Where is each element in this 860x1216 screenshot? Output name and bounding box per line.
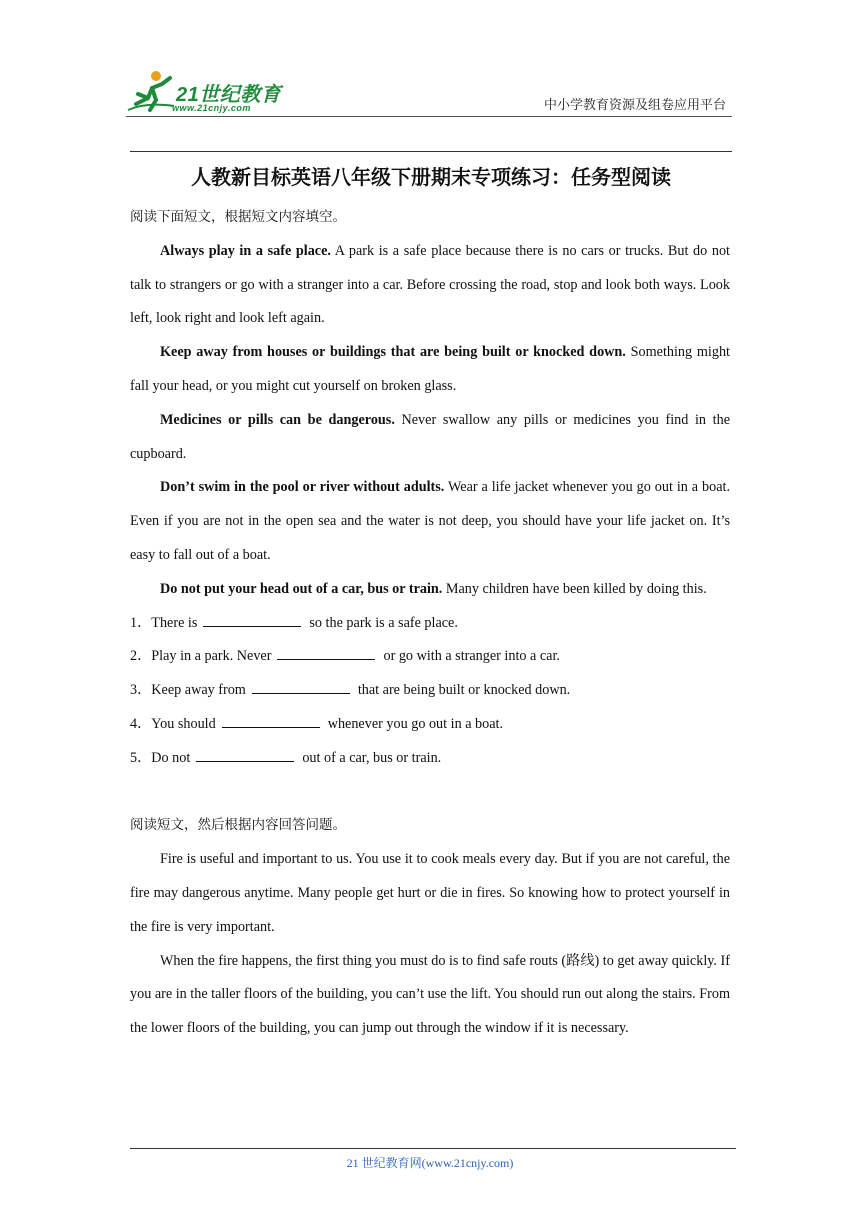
question-text-after: that are being built or knocked down.: [357, 682, 571, 699]
logo-url: www.21cnjy.com: [172, 103, 251, 113]
answer-blank[interactable]: [252, 679, 350, 694]
paragraph-lead: Medicines or pills can be dangerous.: [160, 411, 395, 428]
runner-icon: [126, 68, 178, 114]
answer-blank[interactable]: [277, 645, 375, 660]
section1-instruction: 阅读下面短文，根据短文内容填空。: [130, 209, 346, 225]
title-divider: [130, 151, 732, 152]
paragraph-lead: Keep away from houses or buildings that are being built or knocked down.: [160, 344, 626, 361]
logo: [126, 68, 296, 114]
question-number: 3．: [130, 682, 152, 699]
paragraph: [130, 336, 730, 404]
question: [130, 708, 730, 742]
paragraph: Fire is useful and important to us. You use it to cook meals every day. But if you are not careful, the fire may dangerous anytime. Many people get hurt or die in fires. So knowing how to protect yourself in the fire is very important.: [130, 851, 730, 935]
paragraph: [130, 235, 730, 336]
question-text-before: Keep away from: [151, 682, 246, 699]
paragraph-lead: Don’t swim in the pool or river without adults.: [160, 479, 445, 496]
paragraph: [130, 404, 730, 472]
page-footer: 21 世纪教育网(www.21cnjy.com): [346, 1156, 514, 1170]
question-number: 1．: [130, 614, 152, 631]
question-text-before: Do not: [151, 749, 191, 766]
question-text-after: or go with a stranger into a car.: [383, 648, 560, 665]
question-number: 2．: [130, 648, 152, 665]
paragraph-lead: Always play in a safe place.: [160, 242, 331, 259]
answer-blank[interactable]: [196, 747, 294, 762]
question: [130, 742, 730, 776]
paragraph-lead: Do not put your head out of a car, bus or train.: [160, 580, 443, 597]
section-spacer: [130, 776, 730, 810]
question-text-before: You should: [151, 715, 216, 732]
paragraph-text: Never swallow any pills or medicines you find in the cupboard.: [130, 411, 730, 462]
paragraph-text: A park is a safe place because there is no cars or trucks. But do not talk to strangers or go with a stranger into a car. Before crossing the road, stop and look both ways. Look left, look right and look left again.: [130, 242, 730, 327]
paragraph: When the fire happens, the first thing you must do is to find safe routs (路线) to get away quickly. If you are in the taller floors of the building, you can’t use the lift. You should run out along the stairs. From the lower floors of the building, you can jump out through the window if it is necessary.: [130, 952, 730, 1037]
answer-blank[interactable]: [222, 713, 320, 728]
question-text-before: Play in a park. Never: [151, 648, 272, 665]
question: [130, 674, 730, 708]
header-divider: [126, 116, 732, 117]
answer-blank[interactable]: [203, 612, 301, 627]
paragraph-text: Many children have been killed by doing this.: [442, 580, 707, 597]
page-header: [126, 64, 732, 116]
question-text-after: so the park is a safe place.: [309, 614, 458, 631]
footer-divider: [130, 1148, 736, 1149]
paragraph: [130, 573, 730, 607]
section2-instruction: 阅读短文，然后根据内容回答问题。: [130, 817, 346, 834]
question-text-after: whenever you go out in a boat.: [327, 715, 504, 732]
question: [130, 607, 730, 641]
header-platform-text: 中小学教育资源及组卷应用平台: [543, 98, 726, 113]
paragraph-text: Wear a life jacket whenever you go out in a boat. Even if you are not in the open sea and the water is not deep, you should have your life jacket on. It’s easy to fall out of a boat.: [130, 479, 730, 563]
paragraph-text: Something might fall your head, or you might cut yourself on broken glass.: [130, 344, 730, 394]
document-body: [130, 201, 730, 1046]
paragraph: [130, 471, 730, 572]
question: [130, 640, 730, 674]
question-number: 5．: [130, 749, 152, 766]
question-number: 4．: [130, 715, 152, 732]
logo-text: 21世纪教育: [176, 84, 282, 106]
question-text-before: There is: [151, 614, 198, 631]
question-text-after: out of a car, bus or train.: [302, 749, 442, 766]
page-title: 人教新目标英语八年级下册期末专项练习：任务型阅读: [191, 165, 671, 189]
